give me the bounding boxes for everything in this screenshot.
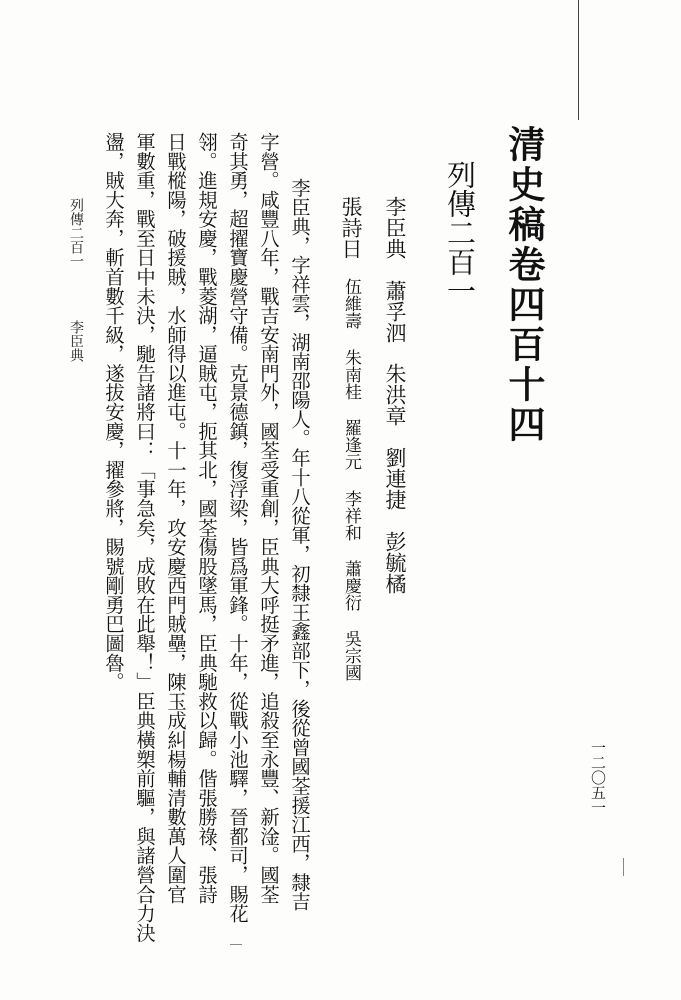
biography-name: 朱洪章	[383, 363, 407, 427]
body-text-line: 盪，賊大奔，斬首數千級，遂拔安慶，擢參將，賜號剛勇巴圖魯。	[102, 132, 125, 692]
biography-name: 彭毓橘	[383, 530, 407, 594]
margin-chapter-label: 列傳二百一	[68, 198, 84, 268]
body-text-line: 日戰樅陽，破援賊，水師得以進屯。十一年，攻安慶西門賊壘，陳玉成糾楊輔清數萬人圍官	[164, 132, 187, 904]
body-text-line: 字營。咸豐八年，戰吉安南門外，國荃受重創，臣典大呼挺矛進，追殺至永豐、新淦。國荃	[257, 132, 280, 904]
body-text-line: 李臣典，字祥雲，湖南邵陽人。年十八從軍，初隸王鑫部下，後從曾國荃援江西，隸吉	[288, 178, 311, 912]
volume-title: 清史稿卷四百十四	[502, 125, 546, 445]
biography-names-sub	[339, 196, 363, 681]
body-text-line: 軍數重，戰至日中未決，馳告諸將曰：「事急矣，成敗在此舉！」臣典橫槊前驅，與諸營合力決	[133, 132, 156, 943]
scan-edge-mark	[623, 858, 624, 876]
biography-name: 李臣典	[383, 196, 407, 259]
appended-name: 伍維壽	[341, 278, 361, 330]
biography-name: 張詩日	[339, 196, 363, 259]
appended-name: 蕭慶衍	[341, 560, 361, 612]
appended-name: 李祥和	[341, 489, 361, 541]
page-number: 一二〇五一	[589, 740, 607, 815]
chapter-title: 列傳二百一	[443, 160, 477, 305]
body-text-line: 翎。進規安慶，戰菱湖，逼賊屯，扼其北，國荃傷股墜馬，臣典馳救以歸。偕張勝祿、張詩	[195, 132, 218, 904]
appended-name: 羅逢元	[341, 419, 361, 471]
biography-names-main	[382, 196, 408, 594]
scan-edge-mark	[578, 0, 579, 120]
scan-edge-mark	[230, 944, 242, 945]
margin-subject-label: 李臣典	[68, 320, 84, 362]
body-text-line: 奇其勇，超擢寶慶營守備。克景德鎮，復浮梁，皆爲軍鋒。十年，從戰小池驛，晉都司，賜花	[226, 132, 249, 923]
biography-name: 蕭孚泗	[383, 279, 407, 343]
appended-name: 朱南桂	[341, 348, 361, 400]
biography-name: 劉連捷	[383, 447, 407, 511]
appended-name: 吳宗國	[341, 630, 361, 682]
